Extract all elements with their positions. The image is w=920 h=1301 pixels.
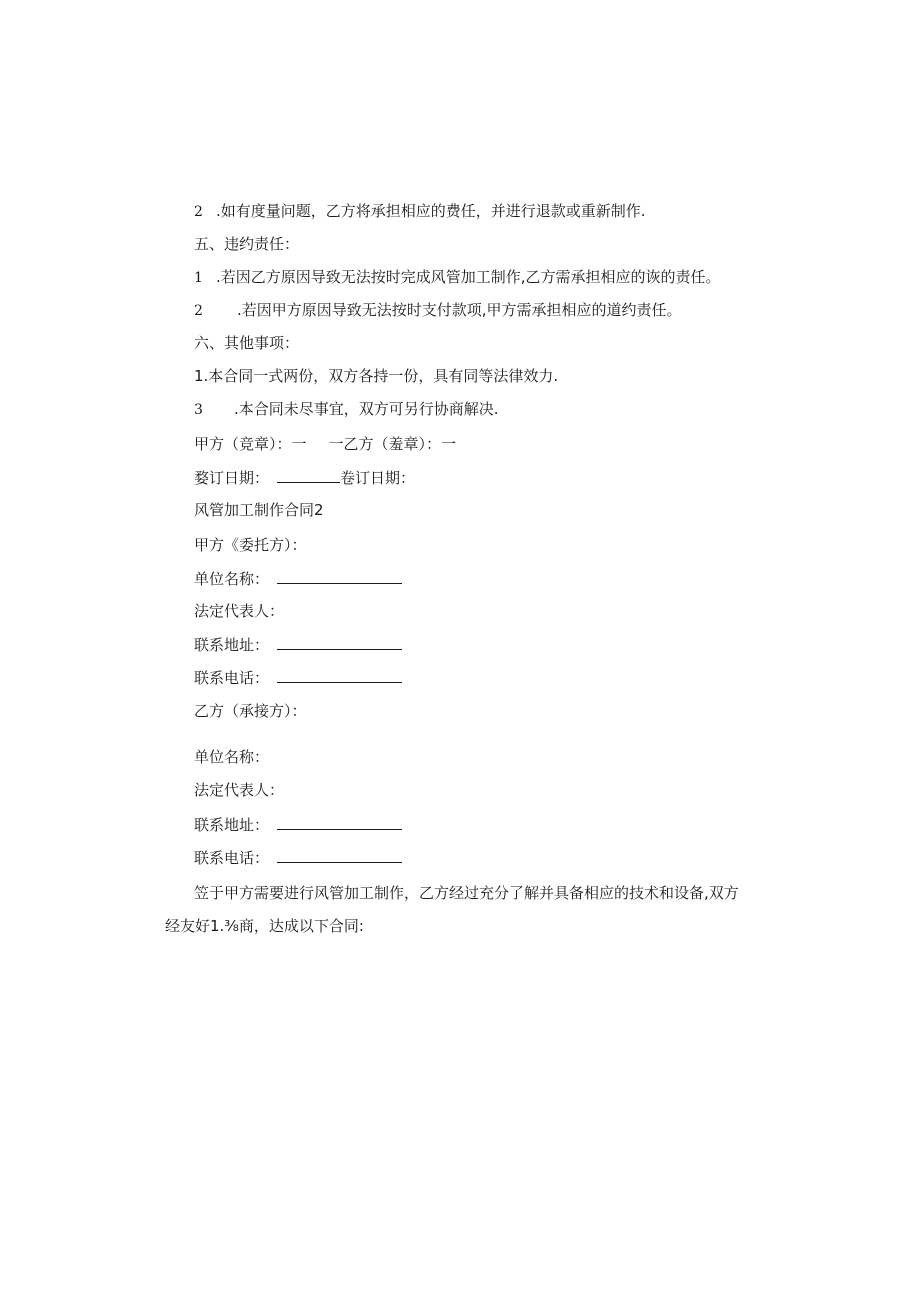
field-label: 联系电话： bbox=[194, 669, 270, 687]
section-6-title: 六、其他事项： bbox=[194, 334, 300, 352]
field-label: 联系地址： bbox=[194, 636, 270, 654]
clause-text: .若因甲方原因导致无法按时支付款项,甲方需承担相应的道约责任。 bbox=[237, 301, 682, 319]
field-label: 联系电话： bbox=[194, 849, 270, 867]
clause-number: 2 bbox=[194, 303, 203, 319]
party-a-unit-name bbox=[194, 568, 402, 589]
date-label-a: 婺订日期： bbox=[194, 469, 270, 487]
unit-name-blank bbox=[277, 568, 402, 584]
party-b-heading: 乙方（承接方）： bbox=[194, 702, 307, 720]
clause-number: 2 bbox=[194, 204, 203, 220]
phone-blank bbox=[277, 847, 402, 863]
field-label: 联系地址： bbox=[194, 816, 270, 834]
field-label: 单位名称： bbox=[194, 570, 270, 588]
party-b-address bbox=[194, 814, 402, 835]
clause-other-3 bbox=[194, 399, 499, 420]
party-a-seal-label: 甲方（竞章）：一 bbox=[194, 435, 307, 453]
clause-text: .本合同未尽事宜，双方可另行协商解决. bbox=[234, 400, 499, 418]
party-b-legal-rep: 法定代表人： bbox=[194, 781, 285, 799]
signature-line bbox=[194, 434, 456, 454]
date-line bbox=[194, 467, 415, 488]
address-blank bbox=[277, 814, 402, 830]
contract-2-title: 风管加工制作合同2 bbox=[194, 501, 324, 519]
phone-blank bbox=[277, 667, 402, 683]
clause-other-1: 1.本合同一式两份，双方各持一份，具有同等法律效力. bbox=[194, 367, 559, 385]
clause-breach-1 bbox=[194, 267, 721, 288]
clause-number: 3 bbox=[194, 402, 203, 418]
party-b-unit-name: 单位名称： bbox=[194, 748, 270, 766]
party-b-seal-label: 一乙方（羞章）：一 bbox=[328, 435, 457, 453]
address-blank bbox=[277, 634, 402, 650]
clause-breach-2 bbox=[194, 300, 682, 321]
date-label-b: 卷订日期： bbox=[340, 469, 416, 487]
date-blank bbox=[277, 467, 340, 483]
party-a-phone bbox=[194, 667, 402, 688]
section-5-title: 五、违约责任： bbox=[194, 235, 300, 253]
clause-text: .若因乙方原因导致无法按时完成风管加工制作,乙方需承担相应的诙的责任。 bbox=[216, 268, 721, 286]
party-a-heading: 甲方《委托方）： bbox=[194, 536, 307, 554]
party-a-address bbox=[194, 634, 402, 655]
clause-text: .如有度量问题，乙方将承担相应的费任，并进行退款或重新制作. bbox=[216, 202, 646, 220]
party-a-legal-rep: 法定代表人： bbox=[194, 602, 285, 620]
clause-number: 1 bbox=[194, 270, 203, 286]
clause-quality-2 bbox=[194, 201, 646, 222]
party-b-phone bbox=[194, 847, 402, 868]
contract-2-preamble: 笠于甲方需要进行风管加工制作，乙方经过充分了解并具备相应的技术和设备,双方经友好1.⅜商，达成以下合同: bbox=[165, 884, 739, 935]
